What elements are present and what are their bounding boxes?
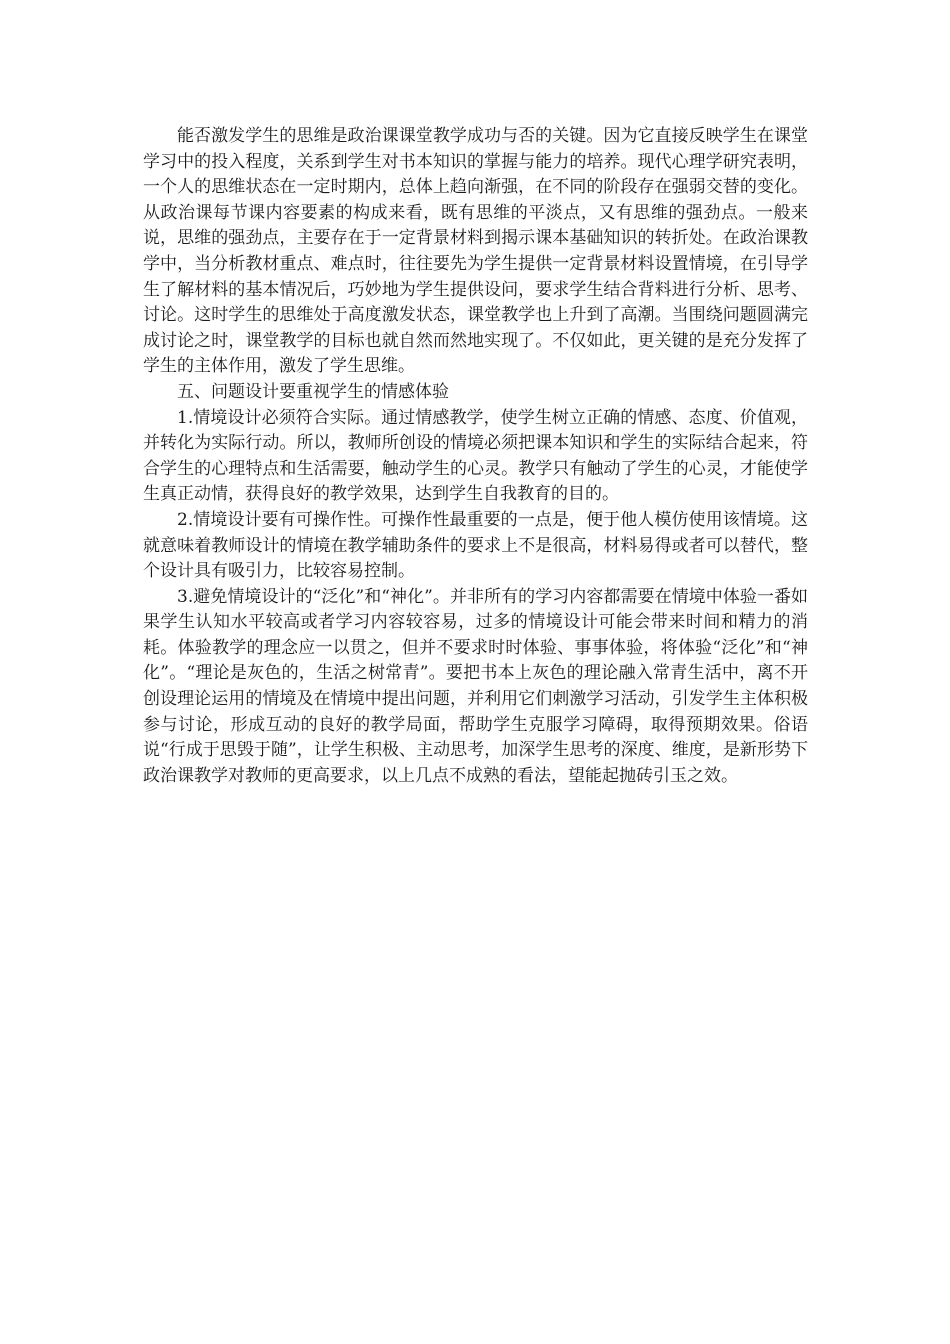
- paragraph-thinking: 能否激发学生的思维是政治课课堂教学成功与否的关键。因为它直接反映学生在课堂学习中的投入程度，关系到学生对书本知识的掌握与能力的培养。现代心理学研究表明，一个人的思维状态在一定时期内，总体上趋向渐强，在不同的阶段存在强弱交替的变化。从政治课每节课内容要素的构成来看，既有思维的平淡点，又有思维的强劲点。一般来说，思维的强劲点，主要存在于一定背景材料到揭示课本基础知识的转折处。在政治课教学中，当分析教材重点、难点时，往往要先为学生提供一定背景材料设置情境，在引导学生了解材料的基本情况后，巧妙地为学生提供设问，要求学生结合背料进行分析、思考、讨论。这时学生的思维处于高度激发状态，课堂教学也上升到了高潮。当围绕问题圆满完成讨论之时，课堂教学的目标也就自然而然地实现了。不仅如此，更关键的是充分发挥了学生的主体作用，激发了学生思维。: [143, 126, 808, 377]
- paragraph-point-1: 1.情境设计必须符合实际。通过情感教学，使学生树立正确的情感、态度、价值观，并转化为实际行动。所以，教师所创设的情境必须把课本知识和学生的实际结合起来，符合学生的心理特点和生活需要，触动学生的心灵。教学只有触动了学生的心灵，才能使学生真正动情，获得良好的教学效果，达到学生自我教育的目的。: [143, 407, 808, 505]
- section-heading: 五、问题设计要重视学生的情感体验: [177, 381, 449, 402]
- body-text: [143, 124, 808, 789]
- paragraph-point-3: 3.避免情境设计的“泛化”和“神化”。并非所有的学习内容都需要在情境中体验一番如果学生认知水平较高或者学习内容较容易，过多的情境设计可能会带来时间和精力的消耗。体验教学的理念应一以贯之，但并不要求时时体验、事事体验，将体验“泛化”和“神化”。“理论是灰色的，生活之树常青”。要把书本上灰色的理论融入常青生活中，离不开创设理论运用的情境及在情境中提出问题，并利用它们刺激学习活动，引发学生主体积极参与讨论，形成互动的良好的教学局面，帮助学生克服学习障碍，取得预期效果。俗语说“行成于思毁于随”，让学生积极、主动思考，加深学生思考的深度、维度，是新形势下政治课教学对教师的更高要求，以上几点不成熟的看法，望能起抛砖引玉之效。: [143, 586, 808, 786]
- paragraph-point-2: 2.情境设计要有可操作性。可操作性最重要的一点是，便于他人模仿使用该情境。这就意味着教师设计的情境在教学辅助条件的要求上不是很高，材料易得或者可以替代，整个设计具有吸引力，比较容易控制。: [143, 509, 808, 582]
